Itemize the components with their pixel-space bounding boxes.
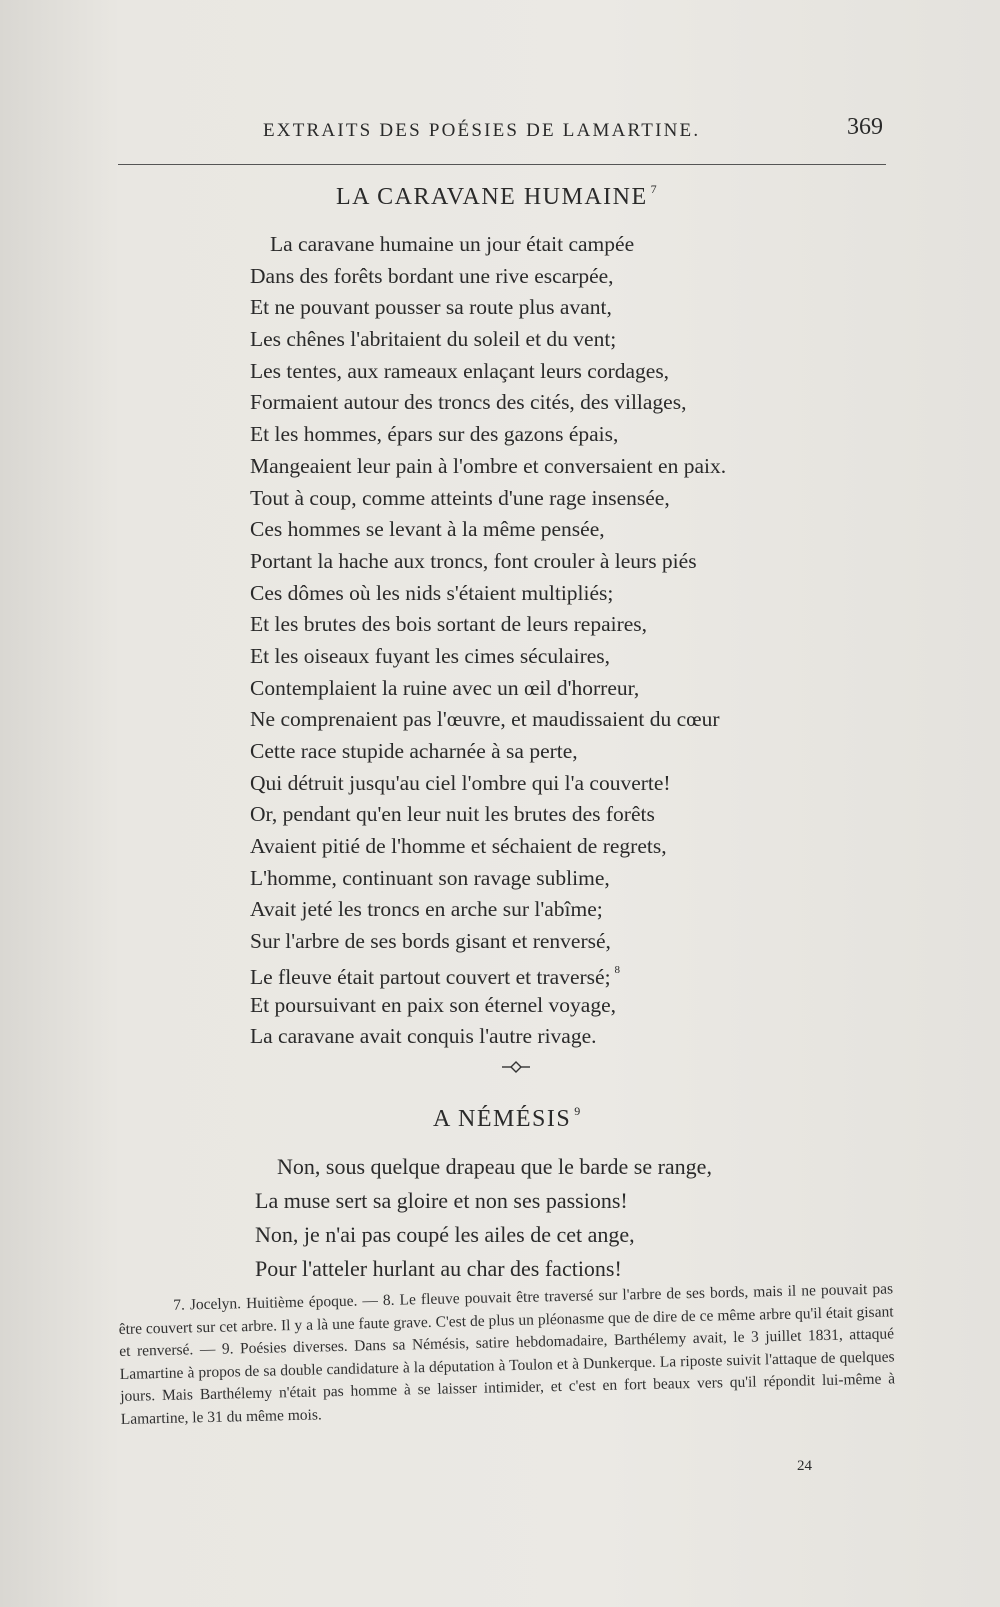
verse-line: Les tentes, aux rameaux enlaçant leurs cordages,: [250, 358, 670, 383]
verse-line: Et les hommes, épars sur des gazons épais,: [250, 422, 619, 447]
poem-title-text: LA CARAVANE HUMAINE: [336, 184, 648, 210]
verse-line: Non, sous quelque drapeau que le barde se range,: [277, 1154, 712, 1179]
poem-nemesis-lines: [255, 1150, 712, 1286]
poem-title-nemesis: [433, 1106, 582, 1133]
verse-line: Et les oiseaux fuyant les cimes séculaires,: [250, 643, 611, 668]
verse-line: Et ne pouvant pousser sa route plus avant,: [250, 295, 612, 320]
verse-line: [250, 958, 726, 990]
verse-line: Sur l'arbre de ses bords gisant et renversé,: [250, 929, 611, 954]
running-head: EXTRAITS DES POÉSIES DE LAMARTINE.: [263, 120, 701, 141]
verse-line: Tout à coup, comme atteints d'une rage insensée,: [250, 485, 670, 510]
verse-line: Mangeaient leur pain à l'ombre et conversaient en paix.: [250, 453, 727, 478]
verse-line: L'homme, continuant son ravage sublime,: [250, 865, 610, 890]
verse-line: Pour l'atteler hurlant au char des factions!: [255, 1256, 622, 1281]
section-ornament-icon: [502, 1060, 530, 1074]
verse-line: Les chênes l'abritaient du soleil et du vent;: [250, 327, 617, 352]
verse-line: La caravane humaine un jour était campée: [270, 232, 635, 256]
verse-line: La muse sert sa gloire et non ses passions!: [255, 1188, 628, 1213]
verse-line: La caravane avait conquis l'autre rivage.: [250, 1024, 597, 1049]
verse-line: Contemplaient la ruine avec un œil d'horreur,: [250, 675, 640, 700]
footnotes: [118, 1278, 896, 1431]
header-rule: [118, 164, 886, 165]
verse-line: Ne comprenaient pas l'œuvre, et maudissaient du cœur: [250, 707, 720, 732]
verse-line: Ces dômes où les nids s'étaient multipliés;: [250, 580, 614, 605]
verse-line: Cette race stupide acharnée à sa perte,: [250, 739, 578, 763]
footnote-text: 7. Jocelyn. Huitième époque. — 8. Le fleuve pouvait être traversé sur l'arbre de ses bords, mais il ne pouvait pas être couvert sur cet arbre. Il y a là une faute grave. C'est de plus un pléonasme que de dire de ce même arbre qu'il était gisant et renversé. — 9. Poésies diverses. Dans sa Némésis, satire hebdomadaire, Barthélemy avait, le 3 juillet 1831, attaqué Lamartine à propos de sa double candidature à la députation à Toulon et à Dunkerque. La riposte suivit l'attaque de quelques jours. Mais Barthélemy n'était pas homme à se laisser intimider, et c'est en fort beaux vers qu'il répondit lui-même à Lamartine, le 31 du même mois.: [118, 1280, 896, 1428]
poem-title-caravane: [336, 184, 658, 211]
signature-mark: 24: [797, 1458, 812, 1474]
verse-line: Formaient autour des troncs des cités, des villages,: [250, 390, 687, 415]
footnote-ref: 7: [650, 182, 659, 196]
page-number: 369: [847, 114, 883, 140]
verse-line: Portant la hache aux troncs, font crouler à leurs piés: [250, 548, 697, 573]
verse-line: Avait jeté les troncs en arche sur l'abîme;: [250, 897, 603, 922]
poem-caravane-lines: [250, 229, 726, 1053]
verse-line: Qui détruit jusqu'au ciel l'ombre qui l'a couverte!: [250, 770, 671, 795]
verse-line-text: Le fleuve était partout couvert et traversé;: [250, 964, 611, 989]
verse-line: Ces hommes se levant à la même pensée,: [250, 517, 605, 542]
verse-line: Et poursuivant en paix son éternel voyage,: [250, 992, 616, 1017]
poem-title-text: A NÉMÉSIS: [433, 1106, 572, 1132]
verse-line: Non, je n'ai pas coupé les ailes de cet ange,: [255, 1222, 635, 1247]
footnote-ref: 8: [614, 963, 621, 976]
verse-line: Et les brutes des bois sortant de leurs repaires,: [250, 612, 648, 637]
footnote-ref: 9: [574, 1104, 582, 1118]
verse-line: Or, pendant qu'en leur nuit les brutes des forêts: [250, 802, 655, 827]
verse-line: Avaient pitié de l'homme et séchaient de regrets,: [250, 834, 667, 859]
verse-line: Dans des forêts bordant une rive escarpée,: [250, 263, 614, 288]
